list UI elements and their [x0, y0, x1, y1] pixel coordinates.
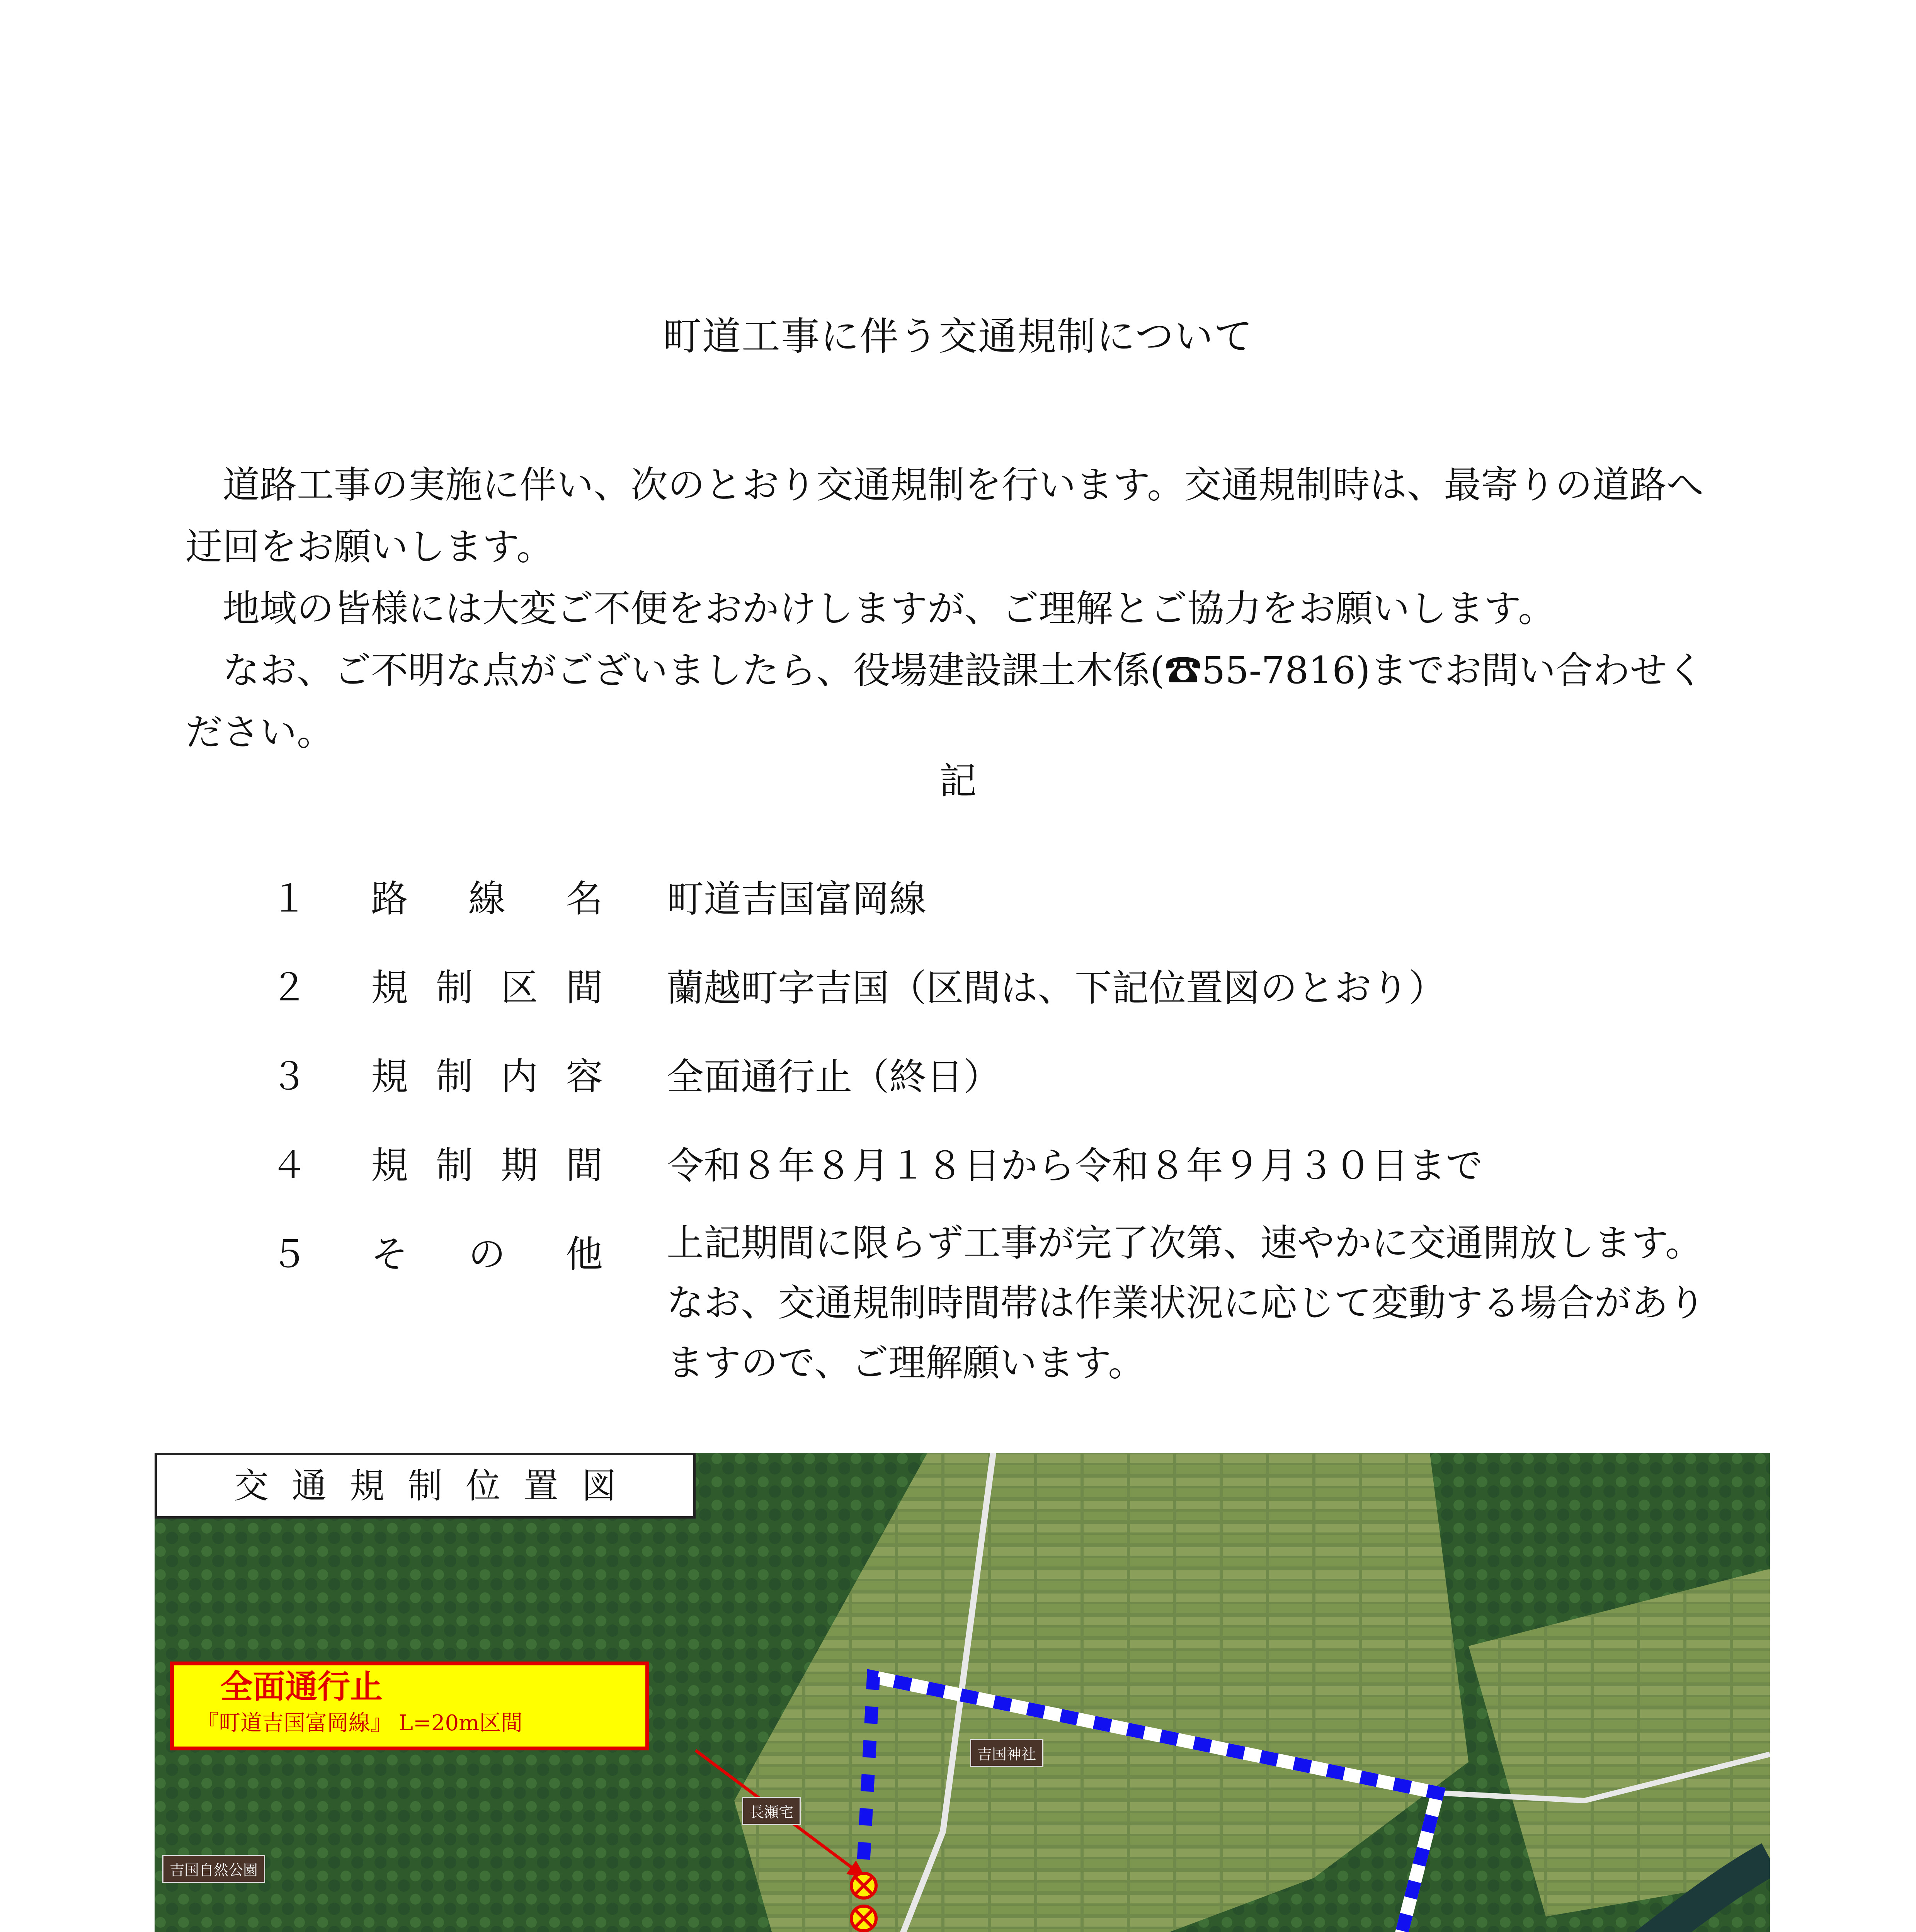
apology-paragraph: 地域の皆様には大変ご不便をおかけしますが、ご理解とご協力をお願いします。 — [185, 587, 1555, 630]
item-label-other: そ の 他 — [371, 1233, 603, 1276]
place-label: 吉国神社 — [970, 1739, 1043, 1767]
contact-paragraph: なお、ご不明な点がございましたら、役場建設課土木係(☎55-7816)までお問い合わせください。 — [185, 649, 1704, 754]
item-number: ２ — [271, 966, 308, 1009]
page-title: 町道工事に伴う交通規制について — [663, 314, 1253, 359]
item-label-content: 規 制 内 容 — [371, 1055, 603, 1098]
item-value-period: 令和８年８月１８日から令和８年９月３０日まで — [667, 1144, 1483, 1187]
item-label-route-name: 路 線 名 — [371, 877, 603, 920]
place-label: 吉国自然公園 — [162, 1855, 265, 1883]
item-label-section: 規 制 区 間 — [371, 966, 603, 1009]
item-label-period: 規 制 期 間 — [371, 1144, 603, 1187]
item-value-other: 上記期間に限らず工事が完了次第、速やかに交通開放します。 なお、交通規制時間帯は作業状況に応じて変動する場合があり ますので、ご理解願います。 — [667, 1221, 1705, 1384]
place-label: 長瀬宅 — [742, 1797, 801, 1825]
item-number: １ — [271, 877, 308, 920]
item-number: ３ — [271, 1055, 308, 1098]
closure-detail: 『町道吉国富岡線』 L=20m区間 — [197, 1711, 523, 1736]
map-title: 交通規制位置図 — [155, 1453, 696, 1519]
item-number: ４ — [271, 1144, 308, 1187]
item-value-route-name: 町道吉国富岡線 — [667, 878, 926, 921]
closure-callout — [170, 1662, 649, 1750]
item-number: ５ — [271, 1233, 308, 1276]
traffic-restriction-map — [155, 1453, 1770, 1932]
item-value-content: 全面通行止（終日） — [667, 1055, 1001, 1099]
closure-title: 全面通行止 — [220, 1668, 383, 1706]
item-value-section: 蘭越町字吉国（区間は、下記位置図のとおり） — [667, 966, 1446, 1010]
intro-paragraph: 道路工事の実施に伴い、次のとおり交通規制を行います。交通規制時は、最寄りの道路へ迂回をお願いします。 — [185, 463, 1704, 568]
ki-heading: 記 — [939, 759, 977, 803]
